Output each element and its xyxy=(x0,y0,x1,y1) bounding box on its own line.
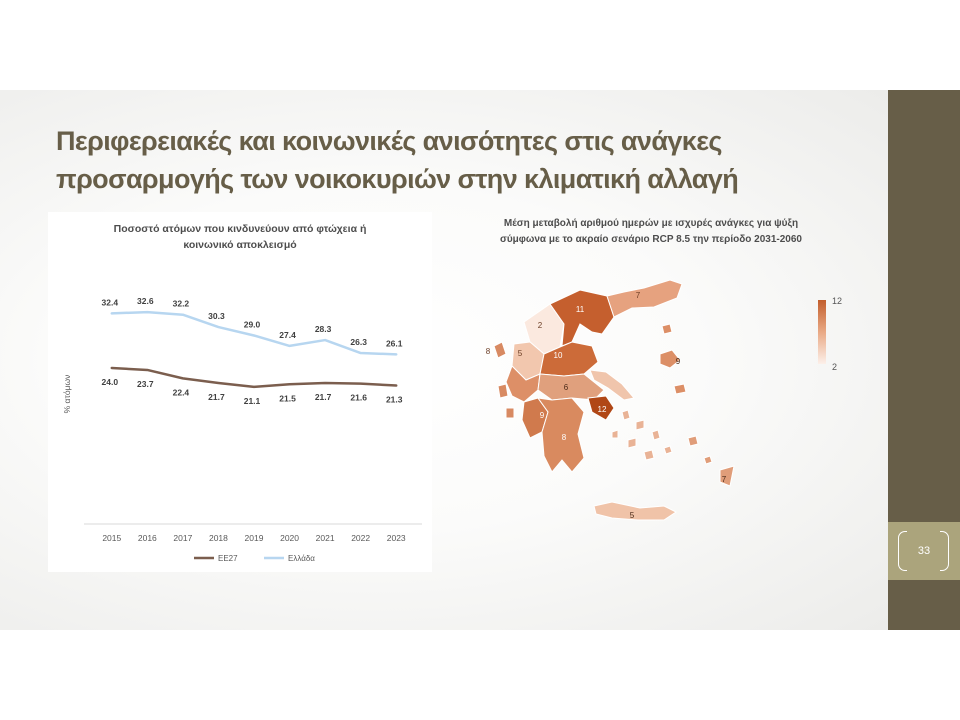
x-tick-label: 2017 xyxy=(173,533,193,543)
x-tick-label: 2019 xyxy=(244,533,264,543)
line-chart-plot xyxy=(48,212,432,572)
legend-label: Ελλάδα xyxy=(288,554,315,563)
map-label: 11 xyxy=(575,305,585,314)
map-label: 7 xyxy=(721,475,727,484)
data-label: 26.1 xyxy=(385,338,403,349)
map-title-line-2: σύμφωνα με το ακραίο σενάριο RCP 8.5 την περίοδο 2031-2060 xyxy=(499,234,802,245)
map-label: 12 xyxy=(597,405,607,414)
region-dodecanese xyxy=(688,436,734,486)
data-label: 21.1 xyxy=(243,395,261,406)
data-label: 21.3 xyxy=(385,394,403,405)
map-title xyxy=(462,216,840,248)
x-tick-label: 2023 xyxy=(386,533,406,543)
map-title-line-1: Μέση μεταβολή αριθμού ημερών με ισχυρές ανάγκες για ψύξη xyxy=(503,218,799,229)
x-tick-label: 2018 xyxy=(208,533,228,543)
data-label: 26.3 xyxy=(350,337,367,348)
region-ionian-corfu xyxy=(494,342,506,358)
data-label: 23.7 xyxy=(137,378,154,389)
poverty-chart xyxy=(48,212,432,572)
x-tick-label: 2015 xyxy=(102,533,122,543)
map-label: 9 xyxy=(539,411,545,420)
chart-title-line-1: Ποσοστό ατόμων που κινδυνεύουν από φτώχεια ή xyxy=(113,223,367,235)
page-number: 33 xyxy=(917,545,931,557)
x-tick-label: 2016 xyxy=(137,533,157,543)
scale-min-label: 2 xyxy=(832,362,838,372)
map-label: 2 xyxy=(537,321,543,330)
map-label: 6 xyxy=(563,383,569,392)
data-label: 30.3 xyxy=(208,311,225,322)
data-label: 24.0 xyxy=(101,377,119,387)
region-eastern-macedonia-thrace xyxy=(607,280,682,317)
color-scale-bar xyxy=(818,300,826,364)
series-line-eu27 xyxy=(112,368,396,387)
data-label: 32.2 xyxy=(172,298,190,309)
chart-title-line-2: κοινωνικό αποκλεισμό xyxy=(183,239,297,251)
sidebar-band xyxy=(888,90,960,630)
map-label: 10 xyxy=(553,351,563,360)
data-label: 27.4 xyxy=(279,329,296,340)
title-line-2: προσαρμογής των νοικοκυριών στην κλιματική αλλαγή xyxy=(56,164,739,194)
title-line-1: Περιφερειακές και κοινωνικές ανισότητες στις ανάγκες xyxy=(56,126,722,156)
map-label: 5 xyxy=(517,349,523,358)
map-label: 5 xyxy=(629,511,635,520)
map-label: 8 xyxy=(561,433,567,442)
series-line-greece xyxy=(112,312,396,354)
x-tick-label: 2020 xyxy=(280,533,300,543)
y-axis-label: % ατόμων xyxy=(62,374,72,414)
data-label: 21.7 xyxy=(208,391,225,402)
greece-choropleth-map xyxy=(472,262,772,532)
data-label: 21.5 xyxy=(279,393,296,404)
data-label: 22.4 xyxy=(172,387,190,398)
map-label: 8 xyxy=(485,347,491,356)
data-label: 32.4 xyxy=(101,297,119,308)
region-cyclades xyxy=(612,410,672,460)
legend-label: ΕΕ27 xyxy=(218,554,238,563)
data-label: 21.7 xyxy=(314,391,332,402)
page-title xyxy=(56,122,836,198)
x-tick-label: 2021 xyxy=(315,533,335,543)
region-crete xyxy=(594,502,676,520)
data-label: 29.0 xyxy=(243,319,261,330)
data-label: 28.3 xyxy=(314,324,332,335)
map-label: 9 xyxy=(675,357,681,366)
map-label: 7 xyxy=(635,291,641,300)
scale-max-label: 12 xyxy=(832,296,843,306)
x-tick-label: 2022 xyxy=(351,533,371,543)
data-label: 32.6 xyxy=(137,296,154,307)
data-label: 21.6 xyxy=(350,392,367,403)
